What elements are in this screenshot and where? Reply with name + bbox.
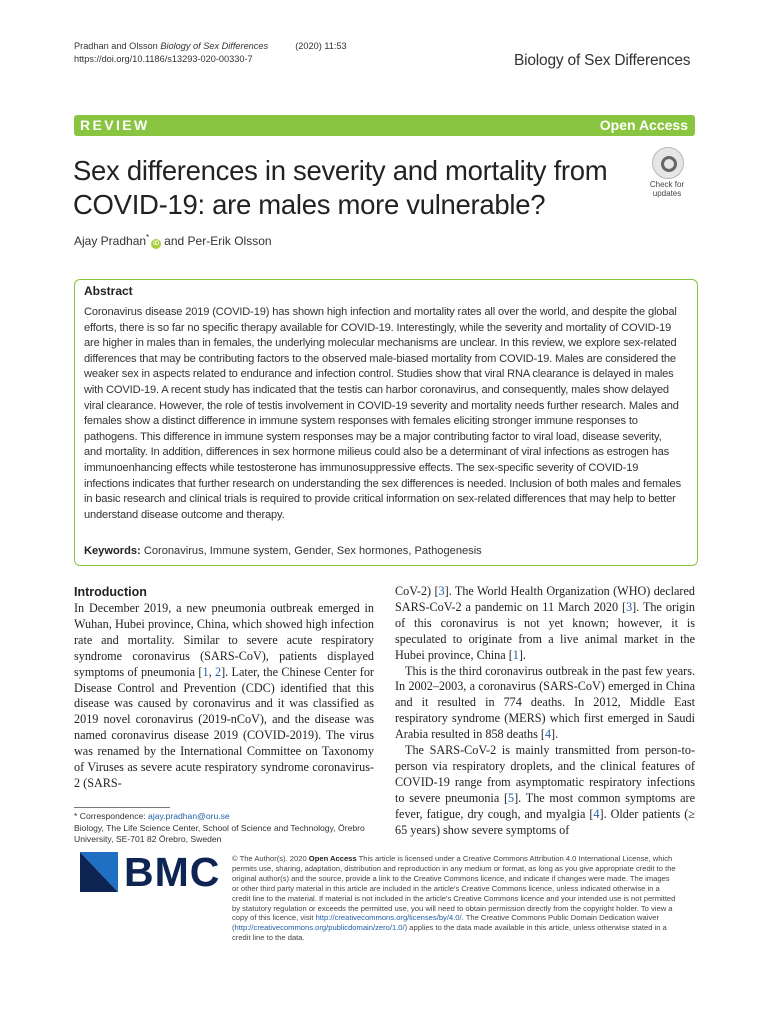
author-list — [74, 233, 272, 249]
doi-link[interactable]: https://doi.org/10.1186/s13293-020-00330-7 — [74, 54, 253, 64]
correspondence-email[interactable]: ajay.pradhan@oru.se — [148, 811, 230, 821]
paragraph: The SARS-CoV-2 is mainly transmitted from person-to-person via respiratory droplets, and the clinical features of COVID-19 range from asymptomatic respiratory infections to severe pneumonia [5]. The most common symptoms are fever, fatigue, dry cough, and myalgia [4]. Older patients (≥ 65 years) show severe symptoms of — [395, 743, 695, 837]
author-name[interactable]: Ajay Pradhan — [74, 234, 147, 248]
license-open-access: Open Access — [308, 854, 357, 863]
citation-ref[interactable]: 3 — [438, 584, 445, 598]
citation-ref[interactable]: 1 — [512, 647, 519, 662]
check-for-updates-badge[interactable] — [640, 147, 694, 201]
citation-line — [74, 40, 347, 66]
body-column-left — [74, 584, 374, 792]
affiliation: Biology, The Life Science Center, School of Science and Technology, Örebro University, SE-701 82 Örebro, Sweden — [74, 822, 365, 845]
article-type-label: REVIEW — [80, 117, 150, 133]
body-column-right — [395, 584, 695, 839]
abstract-box — [74, 279, 698, 566]
keywords-label: Keywords: — [84, 545, 141, 557]
article-type-banner — [74, 115, 695, 136]
correspondence-label: * Correspondence: — [74, 811, 149, 821]
open-access-label: Open Access — [599, 117, 688, 133]
footnote-divider — [74, 807, 170, 808]
citation-year-volume: (2020) 11:53 — [295, 41, 347, 51]
article-title: Sex differences in severity and mortality from COVID-19: are males more vulnerable? — [73, 155, 608, 220]
citation-ref[interactable]: 4 — [593, 806, 600, 821]
license-link-cc-by[interactable]: http://creativecommons.org/licenses/by/4.0/ — [315, 913, 462, 923]
author-name-2[interactable]: and Per-Erik Olsson — [164, 234, 272, 248]
citation-ref[interactable]: 1 — [202, 664, 209, 679]
bmc-logo — [80, 849, 221, 895]
citation-ref[interactable]: 5 — [508, 790, 515, 805]
license-statement: © The Author(s). 2020 Open Access This article is licensed under a Creative Commons Attribution 4.0 International License, which permits use, sharing, adaptation, distribution and reproduction in any medium or format, as long as you give appropriate credit to the original author(s) and the source, provide a link to the Creative Commons licence, and indicate if changes were made. The images or other third party material in this article are included in the article's Creative Commons licence, unless indicated otherwise in a credit line to the material. If material is not included in the article's Creative Commons licence and your intended use is not permitted by statutory regulation or exceeds the permitted use, you will need to obtain permission directly from the copyright holder. To view a copy of this licence, visit http://creativecommons.org/licenses/by/4.0/. The Creative Commons Public Domain Dedication waiver (http://creativecommons.org/publicdomain/zero/1.0/) applies to the data made available in this article, unless otherwise stated in a credit line to the data. — [232, 854, 676, 943]
paragraph: CoV-2) [3]. The World Health Organization (WHO) declared SARS-CoV-2 a pandemic on 11 March 2020 [3]. The origin of this coronavirus is not yet known; however, it is speculated to originate from a live animal market in the Hubei province, China [1]. — [395, 584, 695, 662]
orcid-icon[interactable]: iD — [153, 241, 160, 247]
journal-name: Biology of Sex Differences — [514, 52, 691, 69]
check-for-updates-label: Check for updates — [649, 180, 685, 198]
paragraph: This is the third coronavirus outbreak in the past few years. In 2002–2003, a coronavirus (SARS-CoV) emerged in China and it resulted in 774 deaths. In 2012, Middle East respiratory syndrome (MERS) which first emerged in Saudi Arabia resulted in 858 deaths [4]. — [395, 663, 695, 742]
keywords-list: Coronavirus, Immune system, Gender, Sex hormones, Pathogenesis — [143, 545, 482, 557]
check-for-updates-icon — [652, 147, 684, 179]
license-link-cc0[interactable]: http://creativecommons.org/publicdomain/zero/1.0/ — [234, 923, 405, 933]
abstract-heading: Abstract — [84, 284, 133, 298]
citation-authors: Pradhan and Olsson — [74, 41, 158, 51]
bmc-logo-text: BMC — [124, 849, 221, 895]
paragraph: In December 2019, a new pneumonia outbreak emerged in Wuhan, Hubei province, China, which showed high infection rate and mortality. Similar to severe acute respiratory syndrome coronavirus (SARS-CoV), patients displayed symptoms of pneumonia [1, 2]. Later, the Chinese Center for Disease Control and Prevention (CDC) identified that this disease was caused by coronavirus and it was classified as 2019 novel coronavirus (2019-nCoV), and the disease was named coronavirus disease 2019 (COVID-2019). The virus was renamed by the International Committee on Taxonomy of Viruses as severe acute respiratory syndrome coronavirus-2 (SARS- — [74, 601, 374, 790]
corresponding-mark: * — [146, 233, 150, 242]
citation-ref[interactable]: 3 — [626, 599, 633, 614]
section-heading-introduction: Introduction — [74, 585, 147, 599]
citation-ref[interactable]: 2 — [214, 664, 222, 679]
correspondence-footnote — [74, 811, 374, 846]
citation-journal: Biology of Sex Differences — [160, 41, 269, 51]
keywords — [84, 544, 682, 559]
citation-ref[interactable]: 4 — [544, 727, 552, 742]
bmc-logo-mark-accent-icon — [80, 852, 118, 892]
abstract-text: Coronavirus disease 2019 (COVID-19) has shown high infection and mortality rates all over the world, and despite the global efforts, there is so far no specific therapy available for COVID-19. Interestingly, while the severity and mortality of COVID-19 are higher in males than in females, the underlying molecular mechanisms are unclear. In this review, we explore sex-related differences that may be contributing factors to the observed male-biased mortality from COVID-19. Males are considered the weaker sex in aspects related to endurance and infection control. Studies show that viral RNA clearance is delayed in males with COVID-19. A recent study has indicated that the testis can harbor coronavirus, and consequently, males show delayed viral clearance. However, the role of testis involvement in COVID-19 severity and mortality needs further research. Males and females show a distinct difference in immune system responses with females eliciting stronger immune responses to pathogens. This difference in immune system responses may be a major contributing factor to viral load, disease severity, and mortality. In addition, differences in sex hormone milieus could also be a determinant of viral infections as estrogen has immunoenhancing effects while testosterone has immunosuppressive effects. The sex-specific severity of COVID-19 infections indicates that further research on understanding the sex differences is needed. Inclusion of both males and females in basic research and clinical trials is required to provide critical information on sex-related differences that may help to better understand disease outcome and therapy. — [84, 306, 681, 521]
